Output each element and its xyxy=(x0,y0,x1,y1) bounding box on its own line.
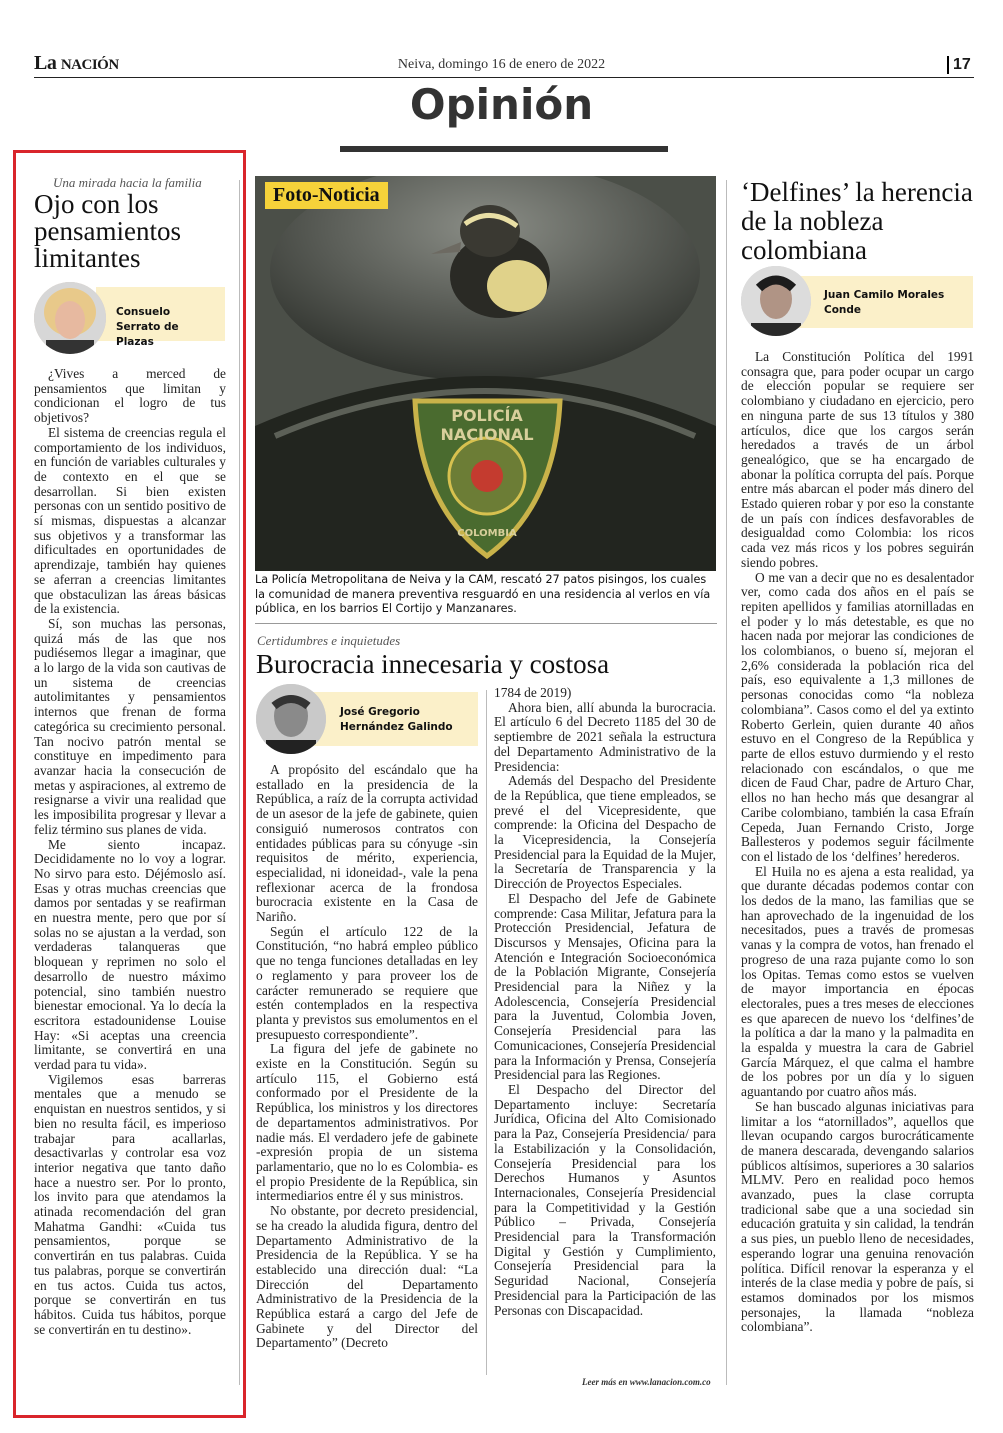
header-rule xyxy=(34,77,974,78)
caption-rule xyxy=(255,623,717,624)
center-paragraph: Ahora bien, allí abunda la burocracia. El artículo 6 del Decreto 1185 del 30 de septiembre de 2021 señala la estructura del Departamento Administrativo de la Presidencia: xyxy=(494,699,716,774)
center-paragraph: Según el artículo 122 de la Constitución, “no habrá empleo público que no tenga funciones detalladas en ley o reglamento y para proveer los de carácter remunerado se requiere que estén contemplados en la respectiva planta y previstos sus emolumentos en el presupuesto correspondiente”. xyxy=(256,923,478,1042)
left-kicker: Una mirada hacia la familia xyxy=(53,175,202,190)
left-paragraph: Vigilemos esas barreras mentales que a menudo se enquistan en nuestros sentidos, y si bien no resulta fácil, es imperioso trabajar para acallarlas, desactivarlas y controlar esa voz interior negativa que tanto daño hace a nuestro ser. Por lo pronto, los invito para que atendamos la atinada recomendación del gran Mahatma Gandhi: «Cuida tus pensamientos, porque se convertirán en tus palabras. Cuida tus palabras, porque se convertirán en tus actos. Cuida tus actos, porque se convertirán en tus hábitos. Cuida tus hábitos, porque se convertirán en tu destino». xyxy=(34,1071,226,1337)
left-author-photo xyxy=(34,282,106,354)
left-paragraph: El sistema de creencias regula el comportamiento de los individuos, en función de variables culturales y de contexto en el que se desarrollan. Si bien existen personas con un sentido positivo de sí mismas, dispuestas a alcanzar sus objetivos y a transformar las dificultades en oportunidades de aprendizaje, también hay quienes se aferran a creencias limitantes que obstaculizan las áreas básicas de la existencia. xyxy=(34,424,226,617)
center-author-avatar xyxy=(256,684,326,754)
right-body xyxy=(741,350,974,1335)
center-headline: Burocracia innecesaria y costosa xyxy=(256,649,610,679)
dateline: Neiva, domingo 16 de enero de 2022 xyxy=(397,57,606,72)
masthead-la: La xyxy=(34,52,57,74)
read-more-link[interactable]: Leer más en www.lanacion.com.co xyxy=(582,1377,711,1387)
left-headline: Ojo con los pensamientos limitantes xyxy=(34,189,181,273)
foto-noticia-tag: Foto-Noticia xyxy=(265,182,388,209)
center-paragraph: La figura del jefe de gabinete no existe en la Constitución. Según su artículo 115, el Gobierno está conformado por el Presidente de la República, los ministros y los directores de departamentos administrativos. Por nadie más. El verdadero jefe de gabinete -expresión propia de un sistema parlamentario, que no lo es Colombia- es el propio Presidente de la República, sin intermediarios entre él y sus ministros. xyxy=(256,1041,478,1204)
left-author-box xyxy=(96,287,225,348)
right-paragraph: El Huila no es ajena a esta realidad, ya que durante décadas podemos contar con los dedos de la mano, las familias que se han aprovechado de la ingenuidad de los necesitados, pues a través de promesas vanas y la compra de votos, han frenado el progreso de una raza pujante como lo son los Opitas. Temas como estos se vuelven de mayor importancia en épocas electorales, pues a tres meses de elecciones es que aparecen de nuevo los ‘delfines’de la política a dar la mano y la palmadita en la espalda y muestra la cara de Gabriel García Márquez, el que calma el hambre de los pobres por un día y lo siguen aguantando por cuatro años más. xyxy=(741,863,974,1100)
left-paragraph: ¿Vives a merced de pensamientos que limitan y condicionan el logro de tus objetivos? xyxy=(34,366,226,426)
column-rule-center xyxy=(486,690,487,1375)
right-paragraph: Se han buscado algunas iniciativas para limitar a los “atornillados”, aquellos que llevan ocupando cargos burocráticamente de manera descarada, devengando salarios públicos altísimos, superiores a 30 salarios MLMV. Pero en realidad poco hemos avanzado, pues la clase corrupta tradicional sabe que a una sociedad sin educación gratuita y sin calidad, la tendrán a sus pies, un pueblo lleno de necesidades, esperando lograr una genuina renovación política. Difícil renovar la esperanza y el interés de la clase media y pobre de país, si estamos dominados por los mismos personajes, la llamada “nobleza colombiana”. xyxy=(741,1098,974,1335)
left-paragraph: Me siento incapaz. Decididamente no lo voy a lograr. No sirvo para esto. Déjémoslo así. Esas y otras muchas creencias que damos por sentadas y se reafirman en nuestra mente, pero que por sí solas no se ajustan a la verdad, son verdaderas talanqueras que bloquean y reprimen no solo el desarrollo de nuestro máximo potencial, sino también nuestro bienestar emocional. Ya lo decía la escritora estadounidense Louise Hay: «Si aceptas una creencia limitante, se convertirá en una verdad para tu vida». xyxy=(34,836,226,1073)
page-number: 17 xyxy=(947,56,971,74)
patch-text-line1: POLICÍA xyxy=(451,406,523,425)
duckling-on-police-cap-image xyxy=(255,176,716,571)
left-author-avatar xyxy=(34,282,106,354)
patch-text-line3: COLOMBIA xyxy=(457,528,517,539)
right-paragraph: La Constitución Política del 1991 consagra que, para poder ocupar un cargo de elección popular se requiere ser colombiano y ciudadano en ejercicio, pero en ninguna parte de sus 13 títulos y 380 artículos, dice que los cargos serán heredados a través de un árbol genealógico, que se ha encargado de abonar la política corrupta del país. Porque entre más abarcan el poder más dinero del Estado quieren robar y por eso la constante de un país con índices desfavorables de desigualdad como Colombia: los ricos cada vez más ricos y los pobres seguirán siendo pobres. xyxy=(741,349,974,570)
right-paragraph: O me van a decir que no es desalentador ver, como cada dos años en el país se repiten apellidos y familias atornilladas en el poder y lo más detestable, es que no hacen nada por mejorar las condiciones de los colombianos, o bueno sí, mejoran el 2,6% considerada la población rica del país, eso equivalente a 1,3 millones de personas conocidas como “la nobleza colombiana”. Casos como el del ya extinto Roberto Gerlein, quien durante 40 años estuvo en el Congreso de la República y parte de ellos estuvo durmiendo y el resto relacionado con escándalos, o que me dicen de Faud Char, padre de Arturo Char, ellos no han hecho más que desangrar al Caribe colombiano, también la casa Efraín Cepeda, Juan Fernando Cristo, Jorge Ballesteros y podemos seguir fácilmente con el listado de los ‘delfines’ herederos. xyxy=(741,569,974,864)
column-rule-right xyxy=(726,180,727,1385)
patch-text-line2: NACIONAL xyxy=(440,425,534,444)
right-headline: ‘Delfines’ la herencia de la nobleza colombiana xyxy=(741,177,973,265)
center-body-col1 xyxy=(256,763,478,1351)
right-author-photo xyxy=(741,266,811,336)
right-author-name: Juan Camilo Morales Conde xyxy=(824,289,945,316)
center-paragraph: El Despacho del Director del Departamento incluye: Secretaría Jurídica, Oficina del Alto Comisionado para la Paz, Consejería Presidencia/ para la Estabilización y la Consolidación, Consejería Presidencial para los Derechos Humanos y Asuntos Internacionales, Consejería Presidencial para la Competitividad y la Gestión Público – Privada, Consejería Presidencial para la Transformación Digital y Gestión y Cumplimiento, Consejería Presidencial para la Seguridad Nacional, Consejería Presidencial para la Participación de las Personas con Discapacidad. xyxy=(494,1081,716,1318)
left-body xyxy=(34,367,226,1337)
center-paragraph: A propósito del escándalo que ha estallado en la presidencia de la República, a raíz de la corrupta actividad de un asesor de la jefe de gabinete, quien consiguió numerosos contratos con entidades públicas para su cónyuge -sin requisitos de mérito, experiencia, especialidad, ni idoneidad-, vale la pena reflexionar acerca de la frondosa burocracia existente en la Casa de Nariño. xyxy=(256,762,478,925)
center-body-col2 xyxy=(494,686,716,1318)
center-paragraph: No obstante, por decreto presidencial, se ha creado la aludida figura, dentro del Departamento Administrativo de la Presidencia de la República. Y se ha establecido una dirección dual: “La Dirección del Departamento Administrativo de la Presidencia de la República estará a cargo del Jefe de Gabinete y del Director del Departamento” (Decreto xyxy=(256,1203,478,1351)
right-author-box xyxy=(796,276,973,328)
center-continuation: 1784 de 2019) xyxy=(494,685,572,700)
section-title: Opinión xyxy=(409,80,594,129)
center-paragraph: Además del Despacho del Presidente de la República, que tiene empleados, se prevé el del Vicepresidente, que comprende: la Oficina del Despacho de la Vicepresidencia, la Consejería Presidencial para la Equidad de la Mujer, la Secretaría de Transparencia y la Dirección de Proyectos Especiales. xyxy=(494,773,716,892)
foto-noticia-photo xyxy=(255,176,716,571)
column-rule-left xyxy=(239,180,240,1385)
section-underline xyxy=(340,146,668,152)
left-paragraph: Sí, son muchas las personas, quizá más de las que nos pudiésemos llegar a imaginar, que a lo largo de la vida son cautivas de un sistema de creencias autolimitantes y pensamientos internos que frenan de forma categórica su crecimiento personal. Tan nocivo patrón mental se constituye en impedimento para avanzar hacia la consecución de metas y aspiraciones, al extremo de resignarse a vivir una realidad que les imposibilita progresar y llevar a feliz término sus planes de vida. xyxy=(34,615,226,837)
center-paragraph: El Despacho del Jefe de Gabinete comprende: Casa Militar, Jefatura para la Protección Presidencial, Jefatura de Discursos y Mensajes, Oficina para la Atención e Integración Socioeconómica de la Población Migrante, Consejería Presidencial para la Niñez y la Adolescencia, Consejería Presidencial para la Juventud, Colombia Joven, Consejería Presidencial para las Comunicaciones, Consejería Presidencial para la Información y Prensa, Consejería Presidencial para las Regiones. xyxy=(494,890,716,1083)
photo-caption: La Policía Metropolitana de Neiva y la CAM, rescató 27 patos pisingos, los cuales la comunidad de manera preventiva resguardó en una residencia al verlos en vía pública, en los barrios El Cortijo y Manzanares. xyxy=(255,573,711,615)
left-author-name: Consuelo Serrato de Plazas xyxy=(116,306,179,348)
center-author-photo xyxy=(256,684,326,754)
center-author-box xyxy=(310,692,478,746)
center-author-name: José Gregorio Hernández Galindo xyxy=(340,706,453,733)
center-kicker: Certidumbres e inquietudes xyxy=(257,633,401,648)
right-author-avatar xyxy=(741,266,811,336)
masthead-nacion: NACIÓN xyxy=(60,57,119,73)
